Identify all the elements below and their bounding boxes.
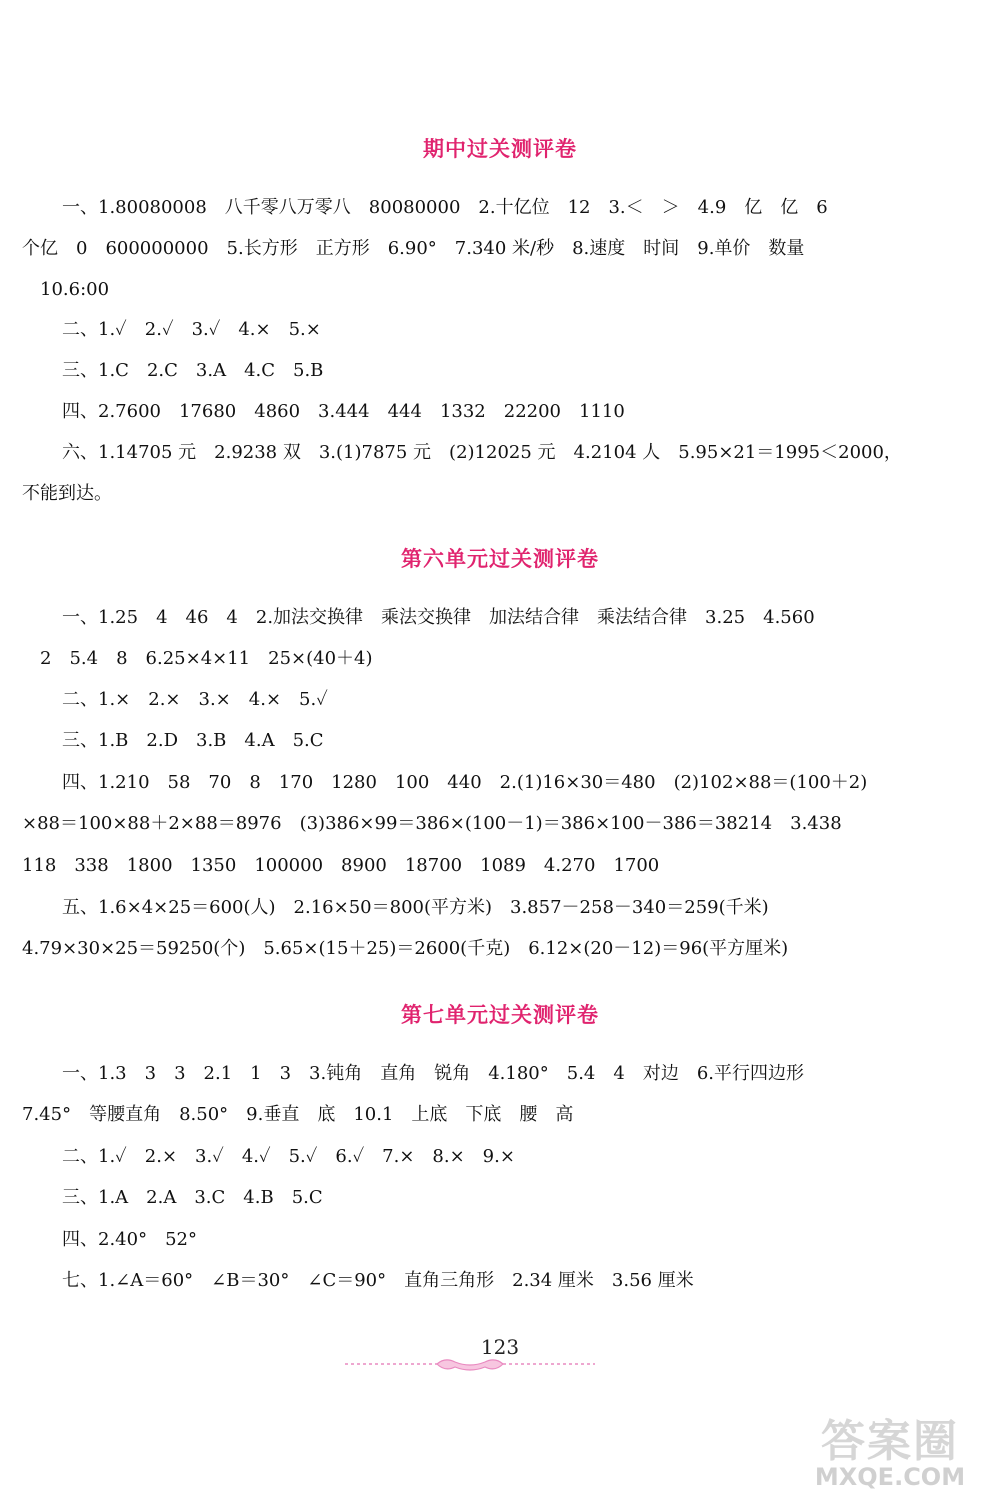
watermark-url: MXQE.COM: [814, 1463, 966, 1491]
answer-line: 一、1.80080008 八千零八万零八 80080000 2.十亿位 12 3.＜ ＞ 4.9 亿 亿 6: [62, 197, 828, 218]
answer-line: 二、1.✓ 2.✓ 3.✓ 4.× 5.×: [62, 319, 321, 340]
answer-line: 四、2.7600 17680 4860 3.444 444 1332 22200 1110: [62, 401, 625, 422]
answer-line: 不能到达。: [22, 483, 112, 504]
section-title: 第七单元过关测评卷: [401, 1003, 599, 1027]
watermark: [790, 1405, 990, 1490]
answer-line: 二、1.× 2.× 3.× 4.× 5.✓: [62, 689, 328, 710]
answer-line: 二、1.✓ 2.× 3.✓ 4.✓ 5.✓ 6.✓ 7.× 8.× 9.×: [62, 1146, 515, 1167]
answer-line: 118 338 1800 1350 100000 8900 18700 1089 4.270 1700: [22, 855, 660, 876]
footer-ribbon-icon: [345, 1355, 595, 1375]
section-title: 期中过关测评卷: [423, 137, 577, 161]
answer-line: 2 5.4 8 6.25×4×11 25×(40＋4): [40, 648, 373, 669]
answer-line: 六、1.14705 元 2.9238 双 3.(1)7875 元 (2)12025 元 4.2104 人 5.95×21＝1995＜2000，: [62, 442, 902, 463]
answer-line: ×88＝100×88＋2×88＝8976 (3)386×99＝386×(100－1)＝386×100－386＝38214 3.438: [22, 813, 842, 834]
answer-line: 个亿 0 600000000 5.长方形 正方形 6.90° 7.340 米/秒 8.速度 时间 9.单价 数量: [22, 238, 805, 259]
answer-line: 一、1.25 4 46 4 2.加法交换律 乘法交换律 加法结合律 乘法结合律 3.25 4.560: [62, 607, 815, 628]
answer-line: 七、1.∠A＝60° ∠B＝30° ∠C＝90° 直角三角形 2.34 厘米 3.56 厘米: [62, 1270, 694, 1291]
section-title: 第六单元过关测评卷: [401, 547, 599, 571]
answer-line: 四、1.210 58 70 8 170 1280 100 440 2.(1)16×30＝480 (2)102×88＝(100＋2): [62, 772, 868, 793]
answer-line: 10.6:00: [40, 279, 110, 300]
answer-line: 三、1.C 2.C 3.A 4.C 5.B: [62, 360, 324, 381]
answer-line: 7.45° 等腰直角 8.50° 9.垂直 底 10.1 上底 下底 腰 高: [22, 1104, 574, 1125]
answer-line: 五、1.6×4×25＝600(人) 2.16×50＝800(平方米) 3.857－258－340＝259(千米): [62, 897, 769, 918]
answer-line: 一、1.3 3 3 2.1 1 3 3.钝角 直角 锐角 4.180° 5.4 4 对边 6.平行四边形: [62, 1063, 805, 1084]
answer-line: 三、1.A 2.A 3.C 4.B 5.C: [62, 1187, 323, 1208]
watermark-logo: 答案圈: [821, 1416, 959, 1467]
page-number: 123: [480, 1335, 520, 1359]
answer-line: 4.79×30×25＝59250(个) 5.65×(15＋25)＝2600(千克) 6.12×(20－12)＝96(平方厘米): [22, 938, 789, 959]
answer-line: 三、1.B 2.D 3.B 4.A 5.C: [62, 730, 324, 751]
answer-line: 四、2.40° 52°: [62, 1229, 197, 1250]
